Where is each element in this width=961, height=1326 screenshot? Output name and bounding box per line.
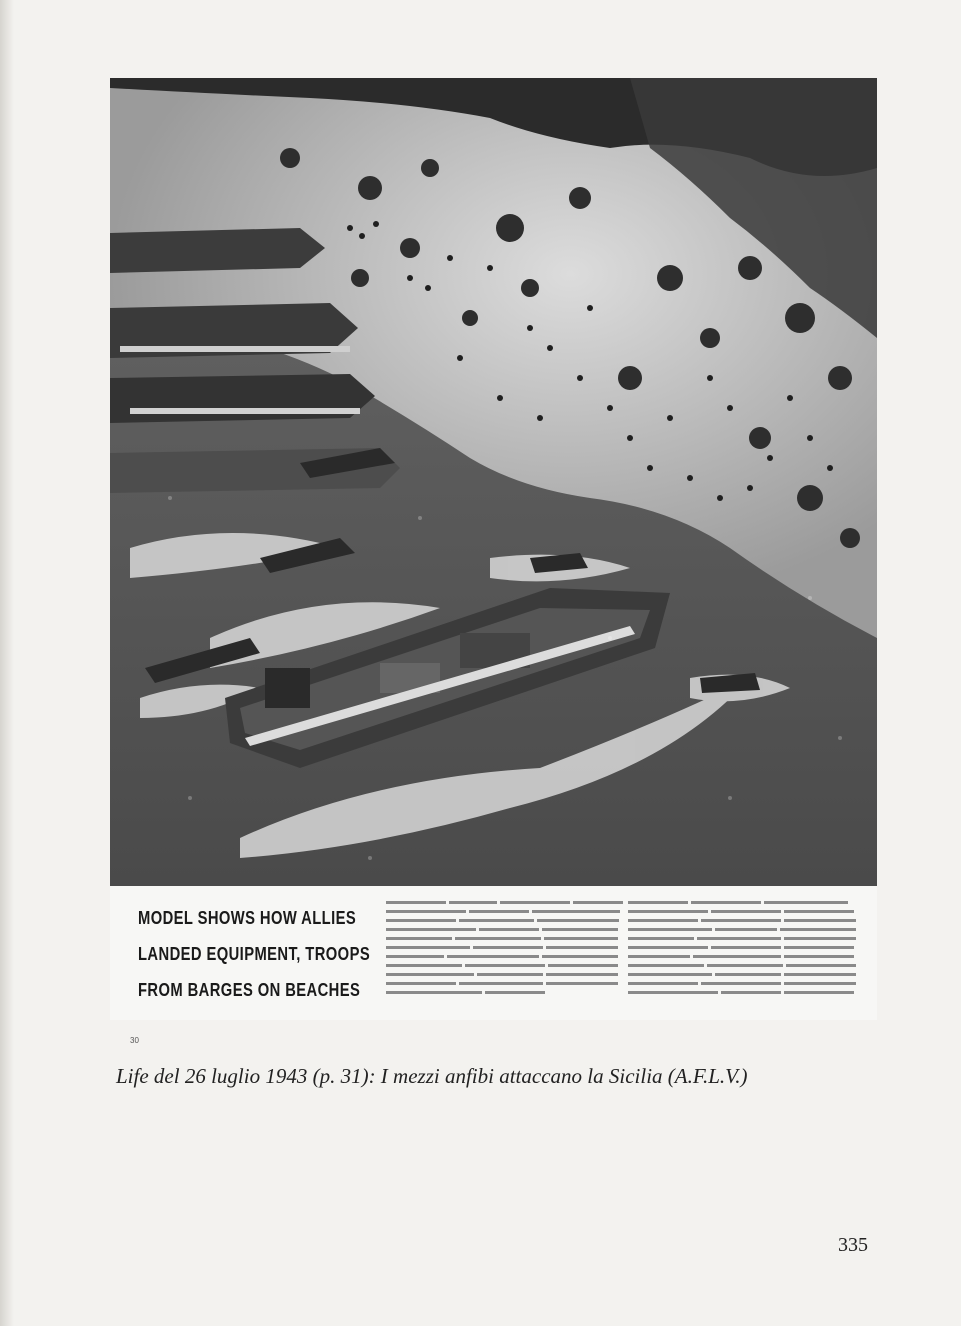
- article-body-column-illegible: [628, 898, 874, 1002]
- headline-line: LANDED EQUIPMENT, TROOPS: [138, 944, 371, 964]
- magazine-page-marker: 30: [130, 1036, 139, 1045]
- headline-line: MODEL SHOWS HOW ALLIES: [138, 908, 357, 928]
- magazine-caption-block: [110, 886, 877, 1020]
- page-number: 335: [838, 1234, 868, 1256]
- headline-line: FROM BARGES ON BEACHES: [138, 980, 361, 1000]
- figure-caption: Life del 26 luglio 1943 (p. 31): I mezzi anfibi attaccano la Sicilia (A.F.L.V.): [116, 1064, 748, 1088]
- page-binding-shadow: [0, 0, 14, 1326]
- landing-photo-illustration: [110, 78, 877, 886]
- landing-photograph: [110, 78, 877, 886]
- article-body-column-illegible: [386, 898, 641, 1002]
- magazine-headline: [138, 900, 371, 1008]
